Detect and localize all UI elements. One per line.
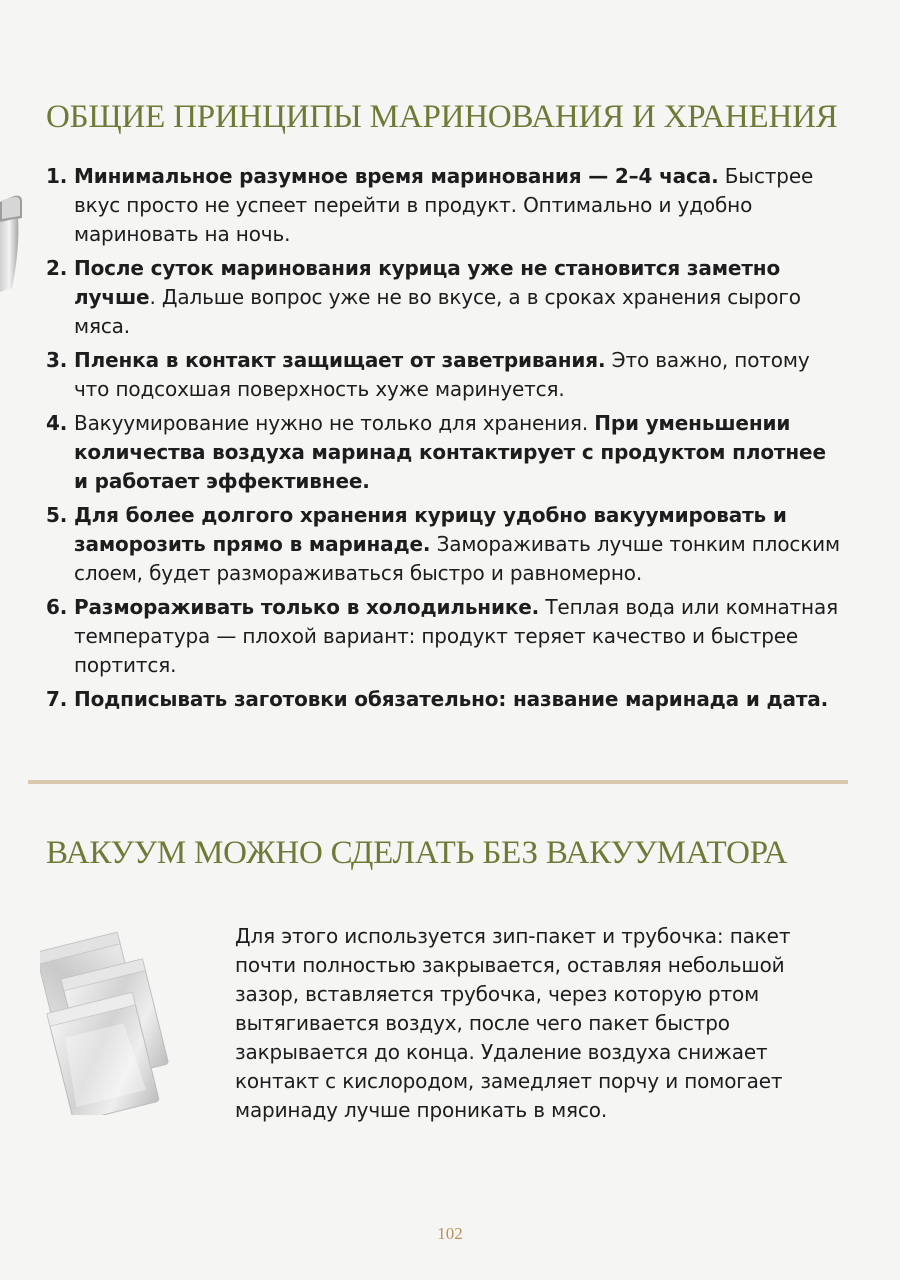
item-text: Это важно, потому что подсохшая поверхность хуже маринуется. [74, 348, 810, 401]
list-item [46, 593, 846, 680]
section-heading-marinating: ОБЩИЕ ПРИНЦИПЫ МАРИНОВАНИЯ И ХРАНЕНИЯ [46, 99, 838, 135]
item-bold-text: Для более долгого хранения курицу удобно вакуумировать и заморозить прямо в маринаде. [74, 503, 787, 556]
item-bold-text: Пленка в контакт защищает от заветривания. [74, 348, 606, 372]
list-item [46, 346, 846, 404]
item-text: Быстрее вкус просто не успеет перейти в продукт. Оптимально и удобно мариновать на ночь. [74, 164, 814, 246]
item-text: Замораживать лучше тонким плоским слоем, будет размораживаться быстро и равномерно. [74, 532, 840, 585]
item-bold-text: Подписывать заготовки обязательно: название маринада и дата. [74, 687, 829, 711]
item-number: 7. [46, 687, 68, 711]
vacuum-description: Для этого используется зип-пакет и трубочка: пакет почти полностью закрывается, оставляя небольшой зазор, вставляется трубочка, через которую ртом вытягивается воздух, после чего пакет быстро закрывается до конца. Удаление воздуха снижает контакт с кислородом, замедляет порчу и помогает маринаду лучше проникать в мясо. [235, 924, 791, 1122]
item-number: 2. [46, 256, 68, 280]
item-number: 1. [46, 164, 68, 188]
item-number: 3. [46, 348, 68, 372]
item-number: 6. [46, 595, 68, 619]
item-bold-text: Минимальное разумное время маринования — 2–4 часа. [74, 164, 719, 188]
salt-shaker-image [0, 188, 26, 298]
list-item [46, 254, 846, 341]
zip-bags-image [40, 905, 190, 1115]
item-text: . Дальше вопрос уже не во вкусе, а в сроках хранения сырого мяса. [74, 285, 801, 338]
page-number: 102 [437, 1224, 463, 1243]
section-divider [28, 780, 848, 784]
item-text: Вакуумирование нужно не только для хранения. [74, 411, 595, 435]
item-text: Теплая вода или комнатная температура — плохой вариант: продукт теряет качество и быстрее портится. [74, 595, 838, 677]
list-item [46, 501, 846, 588]
item-number: 5. [46, 503, 68, 527]
item-bold-text: При уменьшении количества воздуха маринад контактирует с продуктом плотнее и работает эффективнее. [74, 411, 826, 493]
list-item [46, 162, 846, 249]
list-item [46, 685, 846, 714]
item-bold-text: После суток маринования курица уже не становится заметно лучше [74, 256, 781, 309]
item-number: 4. [46, 411, 68, 435]
section-heading-vacuum: ВАКУУМ МОЖНО СДЕЛАТЬ БЕЗ ВАКУУМАТОРА [46, 835, 788, 871]
list-item [46, 409, 846, 496]
principles-list [46, 162, 846, 719]
item-bold-text: Размораживать только в холодильнике. [74, 595, 540, 619]
